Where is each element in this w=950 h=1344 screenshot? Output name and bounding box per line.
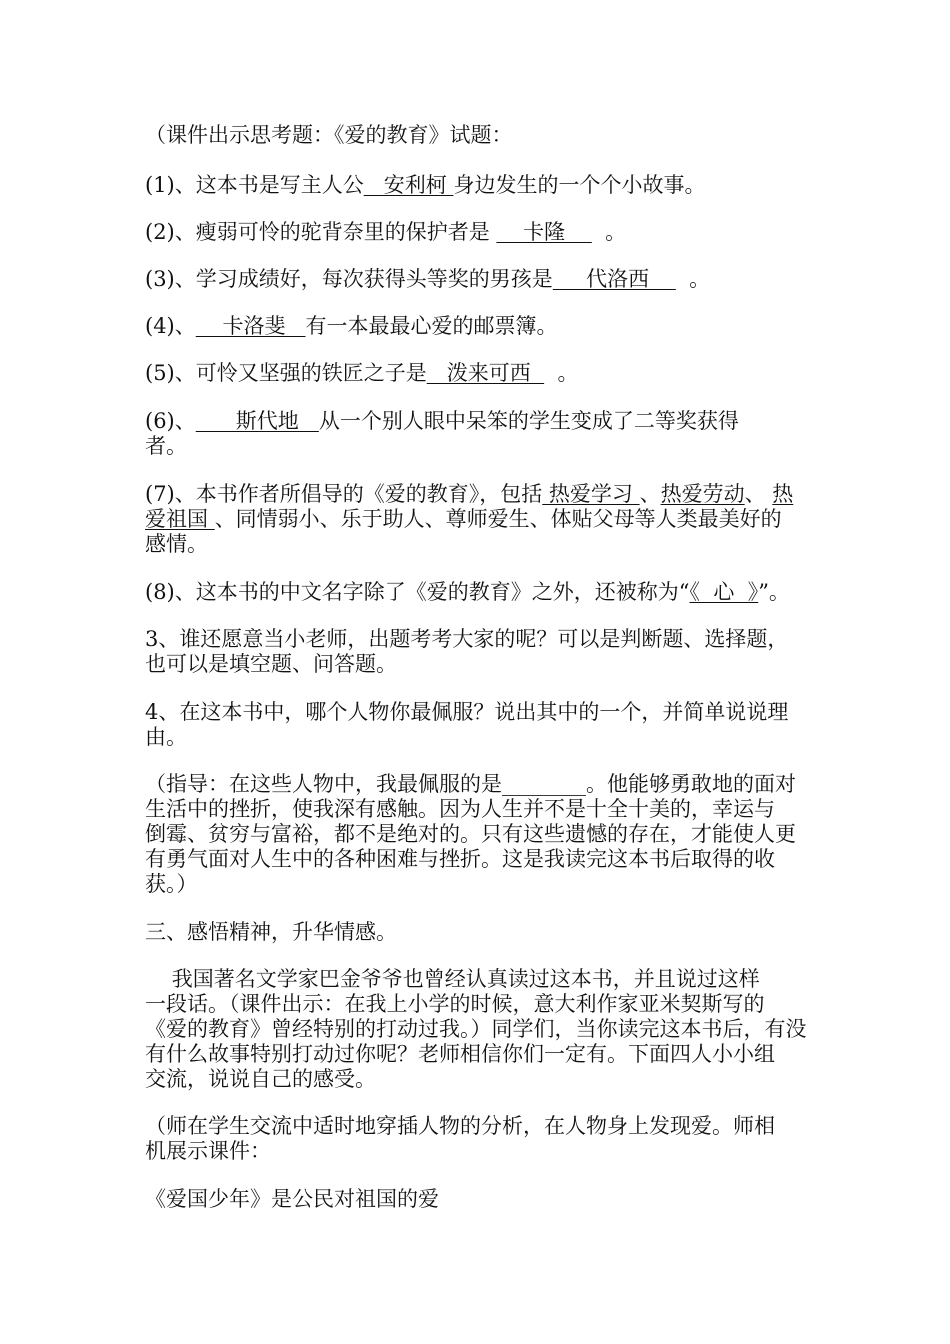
question-text: 。 — [544, 361, 579, 385]
question-text: 有一本最最心爱的邮票簿。 — [305, 314, 558, 338]
question-text: 从一个别人眼中呆笨的学生变成了二等奖获得 — [318, 409, 739, 433]
answer-blank: 热爱学习 — [542, 482, 640, 506]
guide-line-1: （指导：在这些人物中，我最佩服的是________。他能够勇敢地的面对 — [145, 772, 796, 796]
paragraph-3-cont: 也可以是填空题、问答题。 — [145, 652, 397, 676]
last-line: 《爱国少年》是公民对祖国的爱 — [145, 1187, 439, 1211]
question-6 — [145, 408, 739, 434]
body-line-5: 交流，说说自己的感受。 — [145, 1067, 376, 1091]
question-3 — [145, 266, 710, 292]
question-text: 。 — [675, 267, 711, 291]
question-text: (7)、本书作者所倡导的《爱的教育》，包括 — [145, 482, 543, 506]
answer-blank: 热爱劳动 — [660, 482, 745, 506]
question-text: ”。 — [758, 580, 790, 604]
answer-blank: 《 心 》 — [689, 580, 759, 604]
paragraph-4: 4、在这本书中，哪个人物你最佩服？说出其中的一个，并简单说说理 — [145, 700, 789, 724]
question-1 — [145, 172, 705, 198]
question-text: (8)、这本书的中文名字除了《爱的教育》之外，还被称为“ — [145, 580, 690, 604]
question-text: 身边发生的一个个小故事。 — [453, 173, 706, 197]
guide-line-2: 生活中的挫折，使我深有感触。因为人生并不是十全十美的，幸运与 — [145, 797, 775, 821]
question-text: (6)、 — [145, 409, 196, 433]
question-text: (2)、瘦弱可怜的驼背奈里的保护者是 — [145, 220, 497, 244]
answer-blank: 安利柯 — [363, 173, 454, 197]
guide-line-5: 获。） — [145, 872, 198, 896]
section-heading: 三、感悟精神，升华情感。 — [145, 920, 397, 944]
answer-blank: 代洛西 — [552, 267, 676, 291]
question-7-cont — [145, 506, 782, 532]
body-line-4: 有什么故事特别打动过你呢？老师相信你们一定有。下面四人小小组 — [145, 1042, 775, 1066]
question-text: (5)、可怜又坚强的铁匠之子是 — [145, 361, 427, 385]
question-text: (1)、这本书是写主人公 — [145, 173, 364, 197]
answer-blank: 卡洛斐 — [195, 314, 306, 338]
question-7 — [145, 481, 793, 507]
guide-line-3: 倒霉、贫穷与富裕，都不是绝对的。只有这些遗憾的存在，才能使人更 — [145, 822, 796, 846]
teacher-line-1: （师在学生交流中适时地穿插人物的分析，在人物身上发现爱。师相 — [145, 1114, 775, 1138]
teacher-line-2: 机展示课件： — [145, 1139, 271, 1163]
question-2 — [145, 219, 626, 245]
paragraph-intro: （课件出示思考题：《爱的教育》试题： — [145, 123, 513, 147]
question-8 — [145, 579, 790, 605]
answer-blank: 斯代地 — [195, 409, 319, 433]
answer-blank: 泼来可西 — [426, 361, 545, 385]
question-text: 、 — [639, 482, 661, 506]
question-text: 、 — [744, 482, 773, 506]
question-7-cont2: 感情。 — [145, 532, 208, 556]
answer-blank: 热 — [772, 482, 794, 506]
answer-blank: 爱祖国 — [145, 507, 215, 531]
answer-blank: 卡隆 — [496, 220, 592, 244]
question-text: 。 — [591, 220, 627, 244]
question-text: (3)、学习成绩好，每次获得头等奖的男孩是 — [145, 267, 553, 291]
question-text: 、同情弱小、乐于助人、尊师爱生、体贴父母等人类最美好的 — [214, 507, 782, 531]
question-6-cont: 者。 — [145, 434, 187, 458]
body-line-3: 《爱的教育》曾经特别的打动过我。）同学们，当你读完这本书后，有没 — [145, 1017, 807, 1041]
body-line-1: 我国著名文学家巴金爷爷也曾经认真读过这本书，并且说过这样 — [145, 967, 760, 991]
paragraph-3: 3、谁还愿意当小老师，出题考考大家的呢？可以是判断题、选择题， — [145, 627, 789, 651]
question-text: (4)、 — [145, 314, 196, 338]
guide-line-4: 有勇气面对人生中的各种困难与挫折。这是我读完这本书后取得的收 — [145, 847, 775, 871]
question-4 — [145, 313, 557, 339]
paragraph-4-cont: 由。 — [145, 725, 187, 749]
body-line-2: 一段话。（课件出示：在我上小学的时候，意大利作家亚米契斯写的 — [145, 992, 765, 1016]
question-5 — [145, 360, 579, 386]
